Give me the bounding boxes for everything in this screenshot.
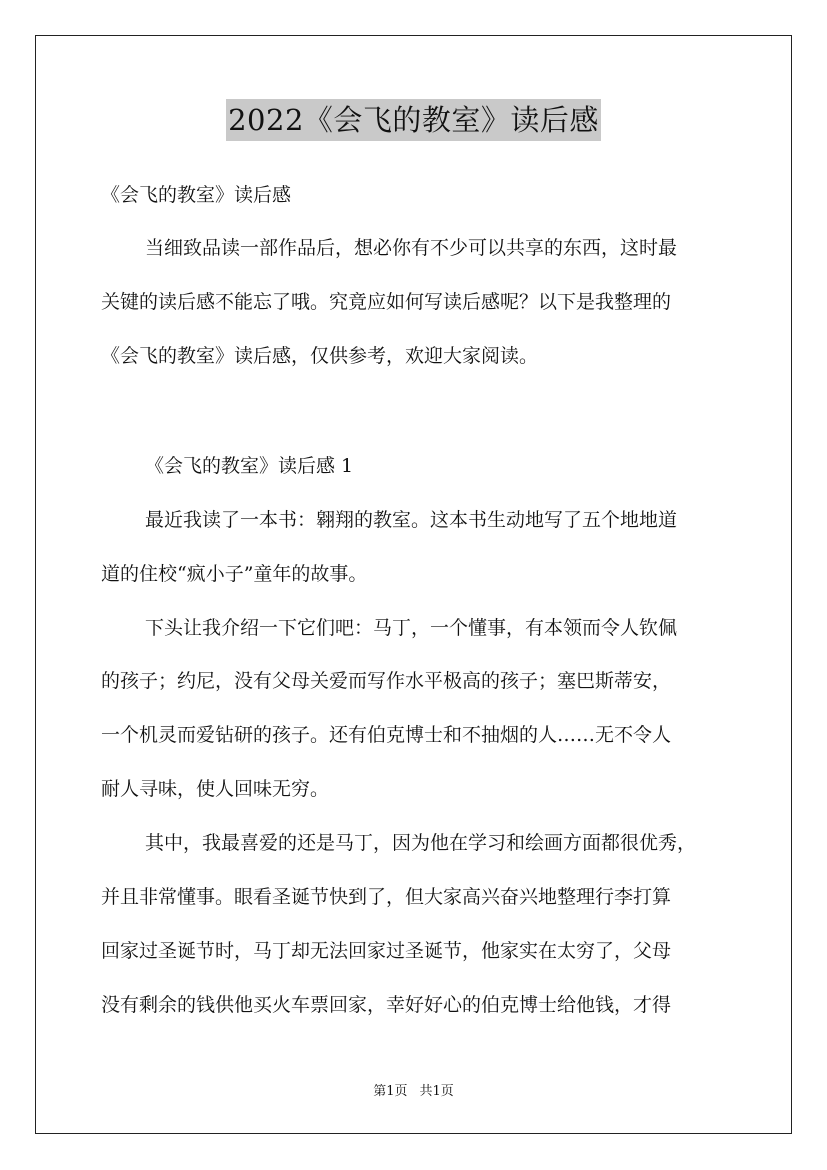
- paragraph-line: 最近我读了一本书：翱翔的教室。这本书生动地写了五个地地道: [145, 509, 678, 531]
- paragraph-line: 的孩子；约尼，没有父母关爱而写作水平极高的孩子；塞巴斯蒂安，: [101, 670, 672, 692]
- paragraph-line: 其中，我最喜爱的还是马丁，因为他在学习和绘画方面都很优秀，: [145, 832, 697, 854]
- page-total: 共1页: [419, 1084, 454, 1099]
- paragraph-line: 回家过圣诞节时，马丁却无法回家过圣诞节，他家实在太穷了，父母: [101, 940, 672, 962]
- paragraph-line: 道的住校“疯小子”童年的故事。: [101, 563, 368, 585]
- document-title: 2022《会飞的教室》读后感: [226, 99, 601, 141]
- page-footer: [0, 1083, 827, 1101]
- section-heading: 《会飞的教室》读后感 1: [145, 455, 354, 477]
- paragraph-line: 并且非常懂事。眼看圣诞节快到了，但大家高兴奋兴地整理行李打算: [101, 886, 672, 908]
- paragraph-line: 当细致品读一部作品后，想必你有不少可以共享的东西，这时最: [145, 237, 678, 259]
- paragraph-line: 没有剩余的钱供他买火车票回家，幸好好心的伯克博士给他钱，才得: [101, 994, 672, 1016]
- paragraph-line: 耐人寻味，使人回味无穷。: [101, 778, 330, 800]
- paragraph-line: 《会飞的教室》读后感，仅供参考，欢迎大家阅读。: [101, 345, 539, 367]
- title-container: [0, 99, 827, 141]
- document-subtitle: 《会飞的教室》读后感: [101, 184, 292, 206]
- paragraph-line: 下头让我介绍一下它们吧：马丁，一个懂事，有本领而令人钦佩: [145, 617, 678, 639]
- page-number: 第1页: [373, 1084, 408, 1099]
- paragraph-line: 关键的读后感不能忘了哦。究竟应如何写读后感呢？以下是我整理的: [101, 291, 672, 313]
- paragraph-line: 一个机灵而爱钻研的孩子。还有伯克博士和不抽烟的人……无不令人: [101, 724, 672, 746]
